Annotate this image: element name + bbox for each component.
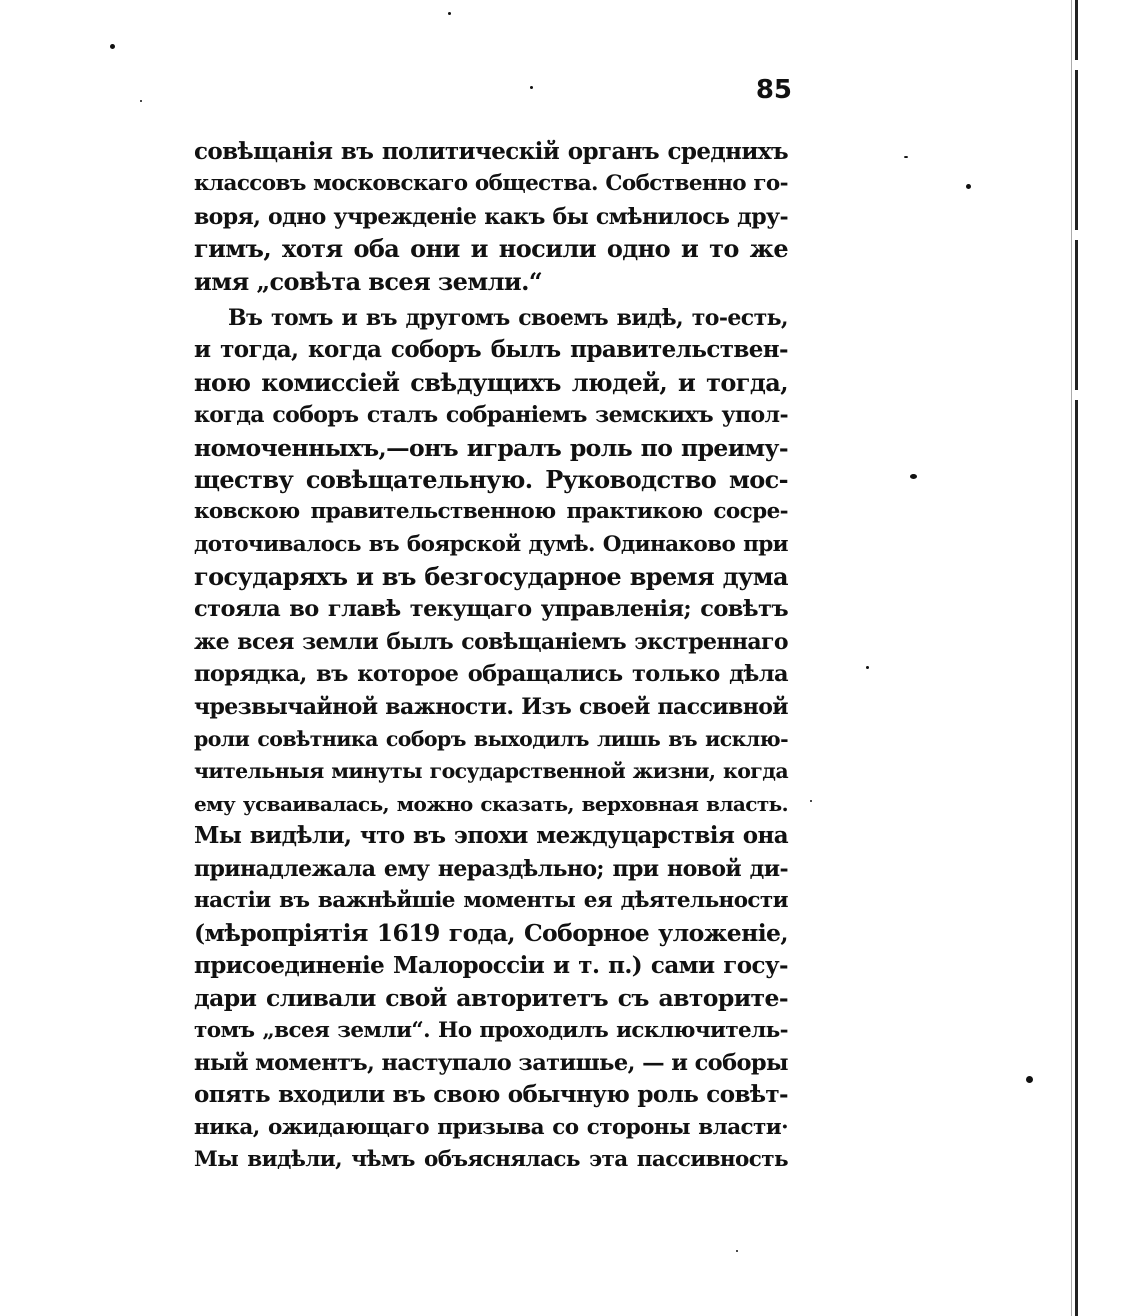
text-line: Мы видѣли, что въ эпохи междуцарствія она: [194, 822, 788, 850]
text-line: ковскою правительственною практикою сосре-: [194, 499, 788, 525]
text-line: классовъ московскаго общества. Собственно го-: [194, 171, 788, 197]
text-line: когда соборъ сталъ собраніемъ земскихъ упол-: [194, 402, 788, 429]
scan-speck: [530, 86, 533, 89]
scan-speck: [966, 184, 971, 189]
text-line: дари сливали свой авторитетъ съ авторите-: [194, 984, 788, 1013]
scan-speck: [866, 666, 869, 669]
text-line: опять входили въ свою обычную роль совѣт-: [194, 1081, 788, 1109]
text-line: (мѣропріятія 1619 года, Соборное уложеніе,: [194, 919, 788, 948]
text-line: гимъ, хотя оба они и носили одно и то же: [194, 234, 788, 264]
text-line: государяхъ и въ безгосударное время дума: [194, 562, 788, 592]
text-line: ему усваивалась, можно сказать, верховная власть.: [194, 791, 788, 816]
text-line: чительныя минуты государственной жизни, когда: [194, 759, 788, 784]
scan-speck: [910, 474, 917, 479]
scan-speck: [810, 800, 812, 802]
text-line: настіи въ важнѣйшіе моменты ея дѣятельности: [194, 887, 788, 913]
binding-edge: [1075, 0, 1078, 1316]
text-line: томъ „всея земли“. Но проходилъ исключитель-: [194, 1017, 788, 1043]
text-line: принадлежала ему нераздѣльно; при новой ди-: [194, 855, 788, 882]
text-line: воря, одно учрежденіе какъ бы смѣнилось дру-: [194, 203, 788, 230]
text-line: имя „совѣта всея земли.“: [194, 266, 543, 296]
body-text: [194, 136, 788, 1177]
text-line: и тогда, когда соборъ былъ правительствен-: [194, 336, 788, 364]
binding-edge-shadow: [1071, 0, 1072, 1316]
text-line: Мы видѣли, чѣмъ объяснялась эта пассивность: [194, 1147, 788, 1173]
text-line: ществу совѣщательную. Руководство мос-: [194, 464, 788, 494]
text-line: Въ томъ и въ другомъ своемъ видѣ, то-есть,: [228, 304, 788, 331]
text-line: ною комиссіей свѣдущихъ людей, и тогда,: [194, 367, 788, 397]
scan-speck: [140, 100, 142, 102]
scan-speck: [736, 1250, 738, 1252]
scan-speck: [904, 156, 908, 158]
page-number: 85: [755, 75, 792, 105]
text-line: порядка, въ которое обращались только дѣла: [194, 661, 788, 688]
text-line: присоединеніе Малороссіи и т. п.) сами госу-: [194, 951, 788, 979]
text-line: чрезвычайной важности. Изъ своей пассивной: [194, 693, 788, 720]
scan-speck: [1026, 1076, 1033, 1083]
text-line: ный моментъ, наступало затишье, — и соборы: [194, 1049, 788, 1076]
text-line: ника, ожидающаго призыва со стороны власти·: [194, 1114, 788, 1140]
text-line: стояла во главѣ текущаго управленія; совѣтъ: [194, 596, 788, 623]
text-line: доточивалось въ боярской думѣ. Одинаково при: [194, 531, 788, 557]
scan-speck: [448, 12, 451, 15]
scan-speck: [110, 44, 115, 49]
text-line: номоченныхъ,—онъ игралъ роль по преиму-: [194, 433, 788, 462]
text-line: роли совѣтника соборъ выходилъ лишь въ исклю-: [194, 727, 788, 752]
text-line: совѣщанія въ политическій органъ среднихъ: [194, 138, 788, 165]
text-line: же всея земли былъ совѣщаніемъ экстреннаго: [194, 628, 788, 655]
